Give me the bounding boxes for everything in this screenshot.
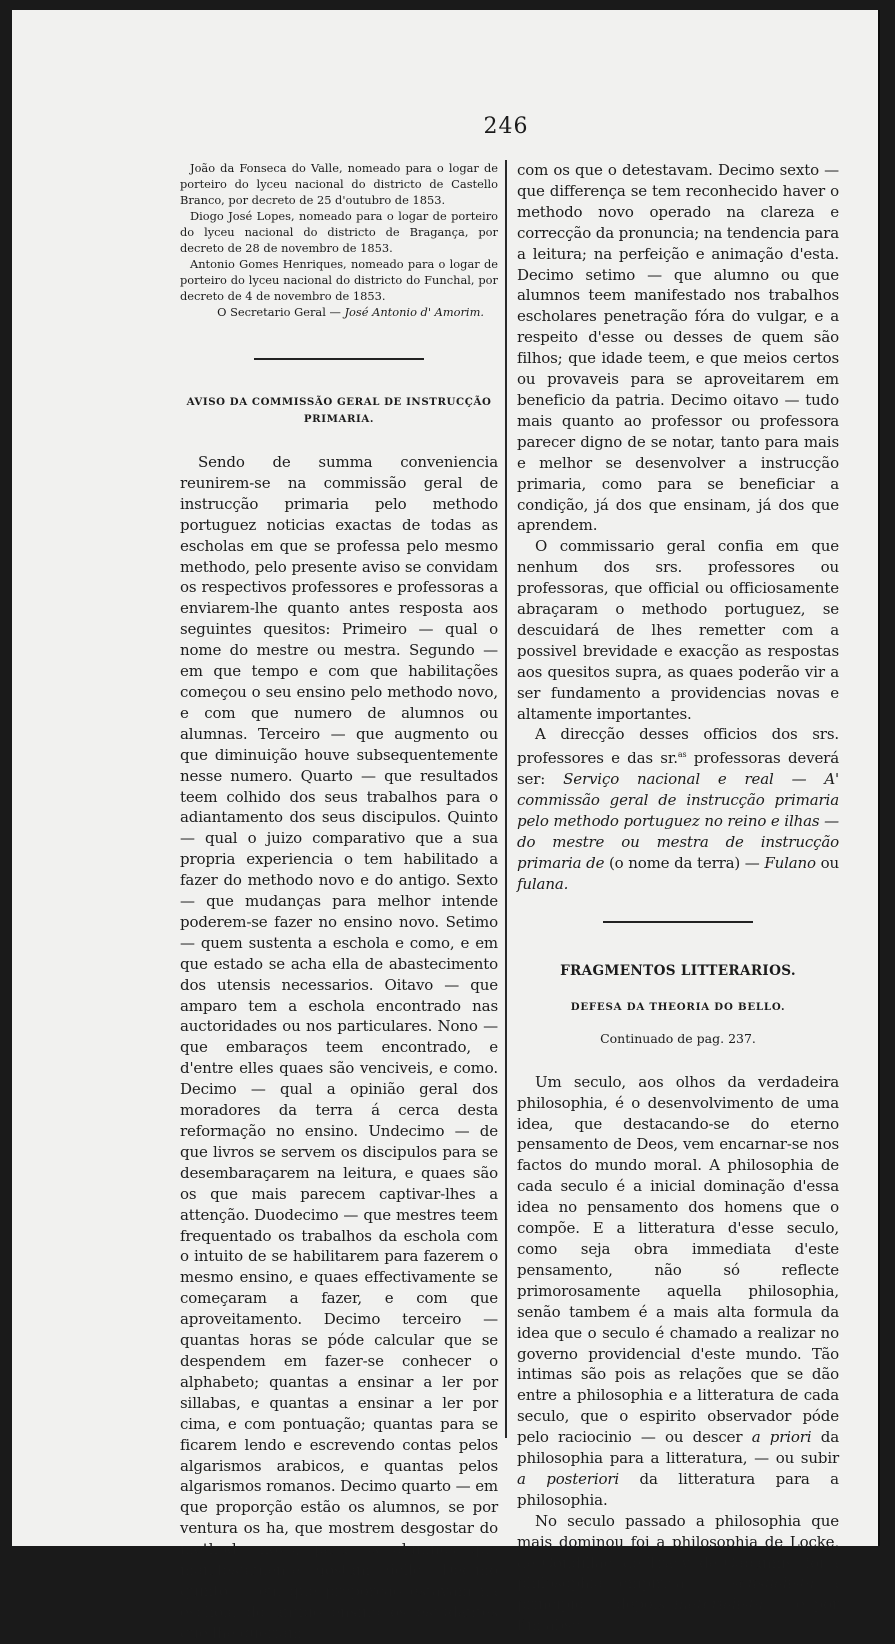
fragmentos-subtitle: DEFESA DA THEORIA DO BELLO. [570,1000,786,1013]
text-run: Um seculo, aos olhos da verdadeira philosophia, é o desenvolvimento de uma idea, que destacando-se do eterno pensamento de Deos, vem encarnar-se nos factos do mundo moral. A philosophia de cada seculo é a inicial dominação d'essa idea no pensamento dos homens que o compõe. E a litteratura d'esse seculo, como seja obra immediata d'este pensamento, não só reflecte primorosamente aquella philosophia, senão tambem é a mais alta formula da idea que o seculo é chamado a realizar no governo providencial d'este mundo. Tão intimas são pois as relações que se dão entre a philosophia e a litteratura de cada seculo, que o espirito observador póde pelo raciocinio — ou descer [517,1072,839,1447]
aviso-continuation: com os que o detestavam. Decimo sexto — que differença se tem reconhecido haver o methodo novo operado na clareza e correcção da pronuncia; na tendencia para a leitura; na perfeição e animação d'esta. Decimo setimo — que alumno ou que alumnos teem manifestado nos trabalhos escholares penetração fóra do vulgar, e a respeito d'esse ou desses de quem são filhos; que idade teem, e que meios certos ou provaveis para se aproveitarem em beneficio da patria. Decimo oitavo — tudo mais quanto ao professor ou professora parecer digno de se notar, tanto para mais e melhor se desenvolver a instrucção primaria, como para se beneficiar a condição, já dos que ensinam, já dos que aprendem. [517,161,839,535]
italic-run: Fulano [764,853,816,872]
secretary-signature [180,304,498,320]
italic-run: fulana. [517,874,569,893]
text-run: (o nome da terra) — [604,853,765,872]
continued-note: Continuado de pag. 237. [600,1030,756,1046]
italic-run: a priori [751,1428,812,1447]
text-run: ou [815,853,839,872]
text-run: a principio — depois [517,1574,839,1614]
text-run: — e por fim abso- [517,1595,839,1635]
text-run: No seculo passado a philosophia que mais dominou foi a philosophia de Locke, de Condillac, de Tracy, de Cabannis; foi a philosophia empirica — [517,1511,839,1593]
signature-name: José Antonio d' Amorim. [344,305,484,319]
italic-run: materialista [673,1595,764,1614]
italic-run: sensualista [731,1574,815,1593]
italic-run: Serviço nacional e real — A' commissão geral de instrucção primaria pelo methodo portuguez no reino e ilhas — do mestre ou mestra de instrucção primaria de [517,770,839,872]
column-rule [505,160,507,1438]
appointment-notice: João da Fonseca do Valle, nomeado para o logar de porteiro do lyceu nacional do districto de Castello Branco, por decreto de 25 d'outubro de 1853. [180,161,498,207]
text-run: da philosophia para a litteratura, — ou subir [517,1428,839,1468]
section-divider [254,358,424,360]
aviso-body: Sendo de summa conveniencia reunirem-se na commissão geral de instrucção primaria pelo methodo portuguez noticias exactas de todas as escholas em que se professa pelo mesmo methodo, pelo presente aviso se convidam os respectivos professores e professoras a enviarem-lhe quanto antes resposta aos seguintes quesitos: Primeiro — qual o nome do mestre ou mestra. Segundo — em que tempo e com que habilitações começou o seu ensino pelo methodo novo, e com que numero de alumnos ou alumnas. Terceiro — que augmento ou que diminuição houve subsequentemente nesse numero. Quarto — que resultados teem colhido dos seus trabalhos para o adiantamento dos seus discipulos. Quinto — qual o juizo comparativo que a sua propria experiencia o tem habilitado a fazer do methodo novo e do antigo. Sexto — que mudanças para melhor intende poderem-se fazer no ensino novo. Setimo — quem sustenta a eschola e como, e em que estado se acha ella de abastecimento dos utensis necessarios. Oitavo — que amparo tem a eschola encontrado nas auctoridades ou nos particulares. Nono — que embaraços teem encontrado, e d'entre elles quaes são venciveis, e como. Decimo — qual a opinião geral dos moradores da terra á cerca desta reformação no ensino. Undecimo — de que livros se servem os discipulos para se desembaraçarem na leitura, e quaes são os que mais parecem captivar-lhes a attenção. Duodecimo — que mestres teem frequentado os trabalhos da eschola com o intuito de se habilitarem para fazerem o mesmo ensino, e quaes effectivamente se começaram a fazer, e com que aproveitamento. Decimo terceiro — quantas horas se póde calcular que se despendem em fazer-se conhecer o alphabeto; quantas a ensinar a ler por sillabas, e quantas a ensinar a ler por cima, e com pontuação; quantas para se ficarem lendo e escrevendo contas pelos algarismos arabicos, e quantas pelos algarismos romanos. Decimo quarto — em que proporção estão os alumnos, se por ventura os ha, que mostrem desgostar do methodo novo, para os alumnos que manifestamente gostam delle. Decimo quinto — em que proporção estavam na eschola do antigo ensino os estudantes que lhe queriam [180,453,498,1642]
aviso-address-paragraph [517,724,839,894]
appointment-notice: Antonio Gomes Henriques, nomeado para o logar de porteiro do lyceu nacional do districto do Funchal, por decreto de 4 de novembro de 1853. [180,257,498,303]
signature-prefix: O Secretario Geral — [217,305,341,319]
page-number: 246 [483,114,529,139]
aviso-paragraph: O commissario geral confia em que nenhum dos srs. professores ou professoras, que official ou officiosamente abraçaram o methodo portuguez, se descuidará de lhes remetter com a possivel brevidade e exacção as respostas aos quesitos supra, as quaes poderão vir a ser fundamento a providencias novas e altamente importantes. [517,537,839,723]
fragmentos-title: FRAGMENTOS LITTERARIOS. [560,962,796,979]
right-column [517,160,839,1636]
superscript: as [677,750,687,760]
text-run: professoras deverá ser: [517,749,839,789]
fragmentos-paragraph [517,1511,839,1636]
text-run: da litteratura para a philosophia. [517,1469,839,1509]
section-divider [603,921,753,923]
newspaper-page [12,10,880,1642]
appointment-notice: Diogo José Lopes, nomeado para o logar de porteiro do lyceu nacional do districto de Bragança, por decreto de 28 de novembro de 1853. [180,209,498,255]
left-column [180,160,498,1644]
text-run: A direcção desses officios dos srs. professores e das sr. [517,725,839,768]
fragmentos-paragraph [517,1072,839,1511]
italic-run: a posteriori [517,1469,620,1488]
aviso-title: AVISO DA COMMISSÃO GERAL DE INSTRUCÇÃO PRIMARIA. [186,396,492,425]
